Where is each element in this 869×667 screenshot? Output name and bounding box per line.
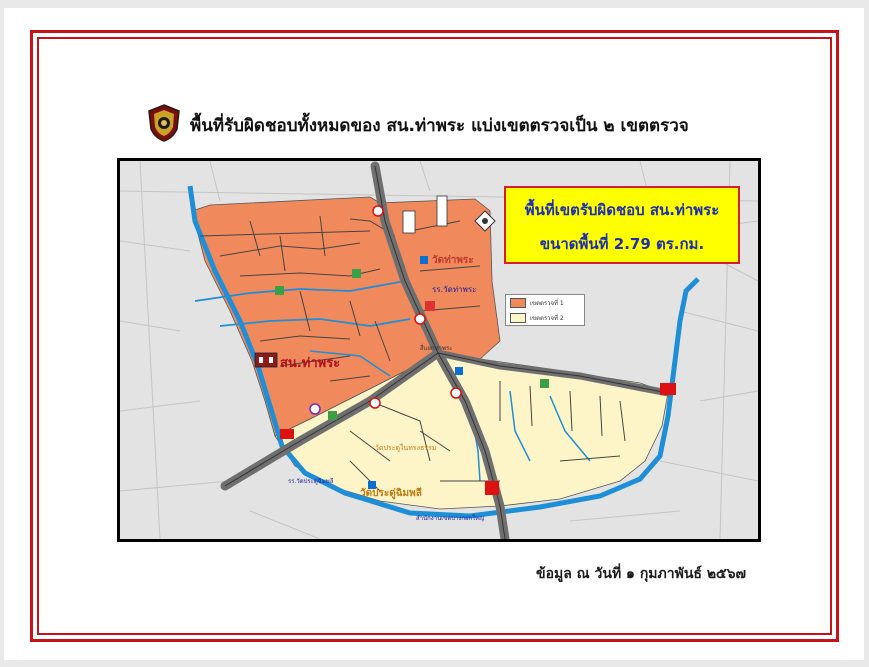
data-date-note: ข้อมูล ณ วันที่ ๑ กุมภาพันธ์ ๒๕๖๗ [536, 566, 747, 582]
school-wat-pradu-label: รร.วัดประดู่ฉิมพลี [288, 478, 334, 485]
police-emblem-icon [146, 103, 182, 147]
legend-swatch-zone-1 [510, 298, 526, 308]
wat-tha-phra-label: วัดท่าพระ [432, 255, 474, 266]
area-info-size: ขนาดพื้นที่ 2.79 ตร.กม. [539, 235, 705, 253]
legend-label-zone-2: เขตตรวจที่ 2 [530, 314, 564, 322]
title-row [146, 103, 689, 147]
area-info-box [504, 186, 740, 264]
map-legend [505, 294, 585, 326]
legend-item-zone-1 [506, 295, 584, 310]
legend-swatch-zone-2 [510, 313, 526, 323]
wat-pradu-nai-songtham-label: วัดประดู่ในทรงธรรม [375, 444, 437, 452]
station-label: สน.ท่าพระ [280, 356, 341, 371]
legend-item-zone-2 [506, 310, 584, 325]
district-office-label: สำนักงานเขตบางกอกใหญ่ [416, 515, 485, 522]
page-title: พื้นที่รับผิดชอบทั้งหมดของ สน.ท่าพระ แบ่งเขตตรวจเป็น ๒ เขตตรวจ [190, 115, 689, 136]
map-panel [117, 158, 761, 542]
school-wat-tha-phra-label: รร.วัดท่าพระ [432, 285, 477, 294]
tha-phra-intersection-label: สี่แยกท่าพระ [420, 345, 453, 352]
police-station-icon [255, 353, 277, 367]
wat-pradu-chim-phli-label: วัดประดู่ฉิมพลี [360, 488, 422, 499]
legend-label-zone-1: เขตตรวจที่ 1 [530, 299, 564, 307]
area-info-title: พื้นที่เขตรับผิดชอบ สน.ท่าพระ [524, 201, 720, 219]
